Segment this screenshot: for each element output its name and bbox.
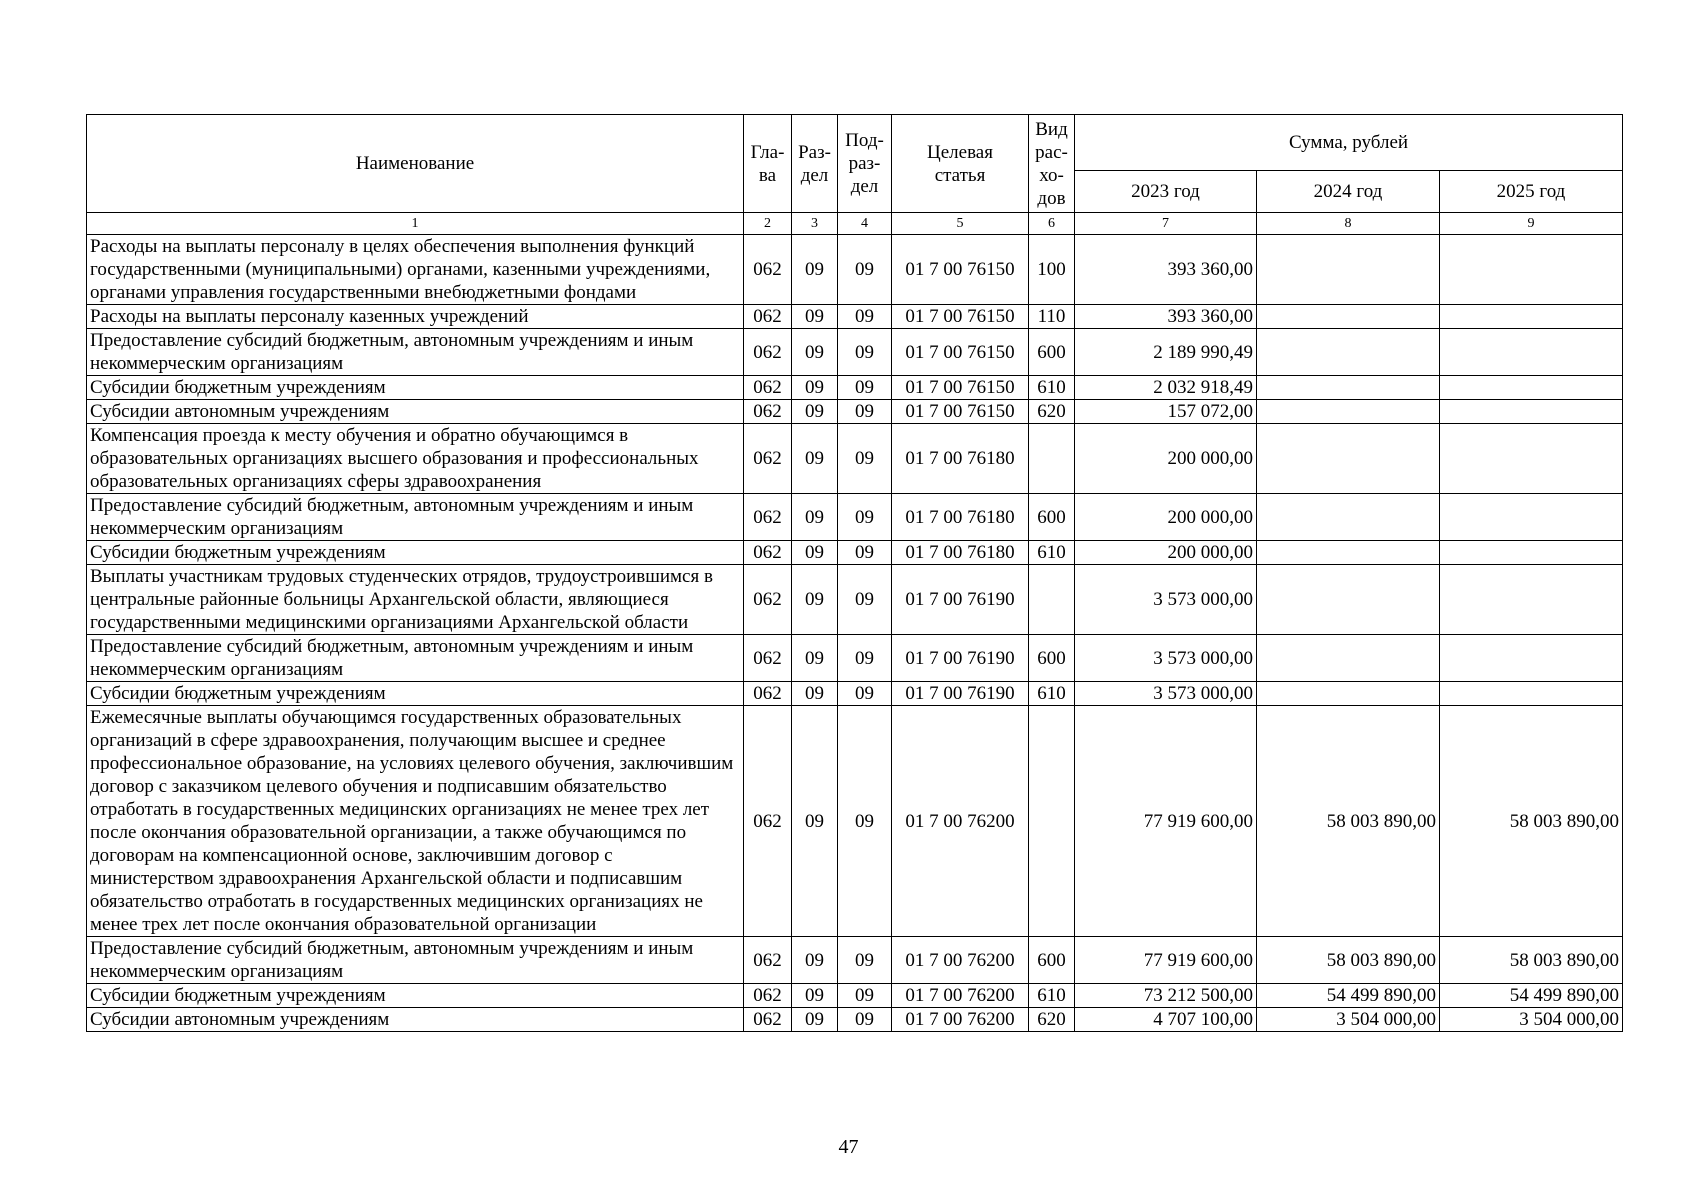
row-section: 09 <box>792 1008 838 1032</box>
row-subsection: 09 <box>838 984 892 1008</box>
row-amount-2024 <box>1257 235 1440 305</box>
row-chapter: 062 <box>744 635 792 682</box>
row-expense-kind <box>1029 424 1075 494</box>
row-amount-2023: 4 707 100,00 <box>1075 1008 1257 1032</box>
row-expense-kind: 600 <box>1029 329 1075 376</box>
header-chapter: Гла- ва <box>744 115 792 213</box>
row-section: 09 <box>792 635 838 682</box>
row-chapter: 062 <box>744 305 792 329</box>
column-number: 7 <box>1075 213 1257 235</box>
row-subsection: 09 <box>838 706 892 937</box>
row-expense-kind <box>1029 706 1075 937</box>
row-subsection: 09 <box>838 1008 892 1032</box>
header-year-2025: 2025 год <box>1440 171 1623 213</box>
row-section: 09 <box>792 424 838 494</box>
row-amount-2025 <box>1440 494 1623 541</box>
row-chapter: 062 <box>744 376 792 400</box>
row-amount-2024 <box>1257 424 1440 494</box>
row-amount-2024: 3 504 000,00 <box>1257 1008 1440 1032</box>
row-chapter: 062 <box>744 706 792 937</box>
row-amount-2025: 3 504 000,00 <box>1440 1008 1623 1032</box>
row-target-article: 01 7 00 76180 <box>892 541 1029 565</box>
table-row <box>87 305 1623 329</box>
row-amount-2024 <box>1257 565 1440 635</box>
row-amount-2023: 77 919 600,00 <box>1075 937 1257 984</box>
row-amount-2023: 3 573 000,00 <box>1075 565 1257 635</box>
row-expense-kind: 610 <box>1029 984 1075 1008</box>
table-row <box>87 937 1623 984</box>
row-section: 09 <box>792 400 838 424</box>
header-target: Целевая статья <box>892 115 1029 213</box>
row-amount-2025: 54 499 890,00 <box>1440 984 1623 1008</box>
table-row <box>87 706 1623 937</box>
row-target-article: 01 7 00 76200 <box>892 937 1029 984</box>
row-expense-kind <box>1029 565 1075 635</box>
row-subsection: 09 <box>838 494 892 541</box>
row-amount-2023: 157 072,00 <box>1075 400 1257 424</box>
row-name: Субсидии бюджетным учреждениям <box>87 682 744 706</box>
table-body <box>87 235 1623 1032</box>
row-section: 09 <box>792 494 838 541</box>
row-amount-2023: 77 919 600,00 <box>1075 706 1257 937</box>
row-amount-2024: 58 003 890,00 <box>1257 706 1440 937</box>
row-subsection: 09 <box>838 376 892 400</box>
row-name: Субсидии автономным учреждениям <box>87 1008 744 1032</box>
column-number: 6 <box>1029 213 1075 235</box>
row-name: Предоставление субсидий бюджетным, автономным учреждениям и иным некоммерческим организациям <box>87 635 744 682</box>
row-amount-2024 <box>1257 376 1440 400</box>
row-subsection: 09 <box>838 541 892 565</box>
row-amount-2025 <box>1440 635 1623 682</box>
row-target-article: 01 7 00 76150 <box>892 235 1029 305</box>
row-amount-2024 <box>1257 682 1440 706</box>
row-expense-kind: 600 <box>1029 494 1075 541</box>
table-row <box>87 400 1623 424</box>
row-amount-2023: 393 360,00 <box>1075 305 1257 329</box>
row-amount-2025 <box>1440 565 1623 635</box>
row-amount-2024 <box>1257 305 1440 329</box>
row-section: 09 <box>792 682 838 706</box>
row-target-article: 01 7 00 76150 <box>892 329 1029 376</box>
row-chapter: 062 <box>744 937 792 984</box>
row-target-article: 01 7 00 76190 <box>892 565 1029 635</box>
table-row <box>87 682 1623 706</box>
table-row <box>87 376 1623 400</box>
row-expense-kind: 100 <box>1029 235 1075 305</box>
row-name: Компенсация проезда к месту обучения и обратно обучающимся в образовательных организациях высшего образования и профессиональных образовательных организациях сферы здравоохранения <box>87 424 744 494</box>
row-subsection: 09 <box>838 235 892 305</box>
row-name: Субсидии бюджетным учреждениям <box>87 541 744 565</box>
row-amount-2023: 200 000,00 <box>1075 424 1257 494</box>
column-number-row <box>87 213 1623 235</box>
row-subsection: 09 <box>838 400 892 424</box>
row-chapter: 062 <box>744 682 792 706</box>
row-section: 09 <box>792 706 838 937</box>
row-amount-2024 <box>1257 541 1440 565</box>
row-section: 09 <box>792 937 838 984</box>
table-row <box>87 635 1623 682</box>
row-amount-2025 <box>1440 305 1623 329</box>
header-sum: Сумма, рублей <box>1075 115 1623 171</box>
row-amount-2023: 3 573 000,00 <box>1075 682 1257 706</box>
row-amount-2025 <box>1440 424 1623 494</box>
row-target-article: 01 7 00 76200 <box>892 1008 1029 1032</box>
row-chapter: 062 <box>744 329 792 376</box>
table-row <box>87 541 1623 565</box>
row-name: Выплаты участникам трудовых студенческих отрядов, трудоустроившимся в центральные районные больницы Архангельской области, являющиеся государственными медицинскими организациями Архангельской области <box>87 565 744 635</box>
row-expense-kind: 600 <box>1029 635 1075 682</box>
row-name: Субсидии бюджетным учреждениям <box>87 376 744 400</box>
row-amount-2023: 2 189 990,49 <box>1075 329 1257 376</box>
row-amount-2025 <box>1440 329 1623 376</box>
header-kind: Вид рас- хо- дов <box>1029 115 1075 213</box>
table-row <box>87 494 1623 541</box>
column-number: 8 <box>1257 213 1440 235</box>
row-chapter: 062 <box>744 541 792 565</box>
row-name: Субсидии бюджетным учреждениям <box>87 984 744 1008</box>
row-amount-2023: 393 360,00 <box>1075 235 1257 305</box>
row-target-article: 01 7 00 76200 <box>892 984 1029 1008</box>
row-section: 09 <box>792 376 838 400</box>
row-subsection: 09 <box>838 937 892 984</box>
table-row <box>87 984 1623 1008</box>
row-subsection: 09 <box>838 682 892 706</box>
row-chapter: 062 <box>744 494 792 541</box>
table-row <box>87 329 1623 376</box>
table-row <box>87 424 1623 494</box>
row-expense-kind: 600 <box>1029 937 1075 984</box>
table-row <box>87 235 1623 305</box>
budget-table <box>86 114 1623 1032</box>
row-amount-2023: 73 212 500,00 <box>1075 984 1257 1008</box>
column-number: 1 <box>87 213 744 235</box>
row-subsection: 09 <box>838 329 892 376</box>
row-amount-2023: 2 032 918,49 <box>1075 376 1257 400</box>
row-section: 09 <box>792 305 838 329</box>
row-amount-2025: 58 003 890,00 <box>1440 706 1623 937</box>
row-subsection: 09 <box>838 635 892 682</box>
table-row <box>87 565 1623 635</box>
row-subsection: 09 <box>838 565 892 635</box>
row-amount-2023: 200 000,00 <box>1075 541 1257 565</box>
row-name: Предоставление субсидий бюджетным, автономным учреждениям и иным некоммерческим организациям <box>87 329 744 376</box>
row-amount-2024: 54 499 890,00 <box>1257 984 1440 1008</box>
row-name: Расходы на выплаты персоналу в целях обеспечения выполнения функций государственными (муниципальными) органами, казенными учреждениями, органами управления государственными внебюджетными фондами <box>87 235 744 305</box>
row-chapter: 062 <box>744 565 792 635</box>
row-name: Субсидии автономным учреждениям <box>87 400 744 424</box>
header-year-2024: 2024 год <box>1257 171 1440 213</box>
header-subsection: Под- раз- дел <box>838 115 892 213</box>
header-section: Раз- дел <box>792 115 838 213</box>
row-subsection: 09 <box>838 305 892 329</box>
row-section: 09 <box>792 984 838 1008</box>
row-target-article: 01 7 00 76150 <box>892 376 1029 400</box>
row-amount-2023: 200 000,00 <box>1075 494 1257 541</box>
row-amount-2025 <box>1440 235 1623 305</box>
row-amount-2025 <box>1440 682 1623 706</box>
row-expense-kind: 620 <box>1029 1008 1075 1032</box>
row-amount-2025 <box>1440 376 1623 400</box>
row-chapter: 062 <box>744 984 792 1008</box>
row-subsection: 09 <box>838 424 892 494</box>
column-number: 4 <box>838 213 892 235</box>
row-amount-2024: 58 003 890,00 <box>1257 937 1440 984</box>
column-number: 9 <box>1440 213 1623 235</box>
header-year-2023: 2023 год <box>1075 171 1257 213</box>
row-name: Предоставление субсидий бюджетным, автономным учреждениям и иным некоммерческим организациям <box>87 937 744 984</box>
row-name: Ежемесячные выплаты обучающимся государственных образовательных организаций в сфере здравоохранения, получающим высшее и среднее профессиональное образование, на условиях целевого обучения, заключившим договор с заказчиком целевого обучения и подписавшим обязательство отработать в государственных медицинских организациях не менее трех лет после окончания образовательной организации, а также обучающимся по договорам на компенсационной основе, заключившим договор с министерством здравоохранения Архангельской области и подписавшим обязательство отработать в государственных медицинских организациях не менее трех лет после окончания образовательной организации <box>87 706 744 937</box>
row-chapter: 062 <box>744 424 792 494</box>
row-amount-2024 <box>1257 635 1440 682</box>
row-target-article: 01 7 00 76150 <box>892 305 1029 329</box>
row-section: 09 <box>792 541 838 565</box>
row-chapter: 062 <box>744 235 792 305</box>
row-amount-2025 <box>1440 541 1623 565</box>
row-name: Предоставление субсидий бюджетным, автономным учреждениям и иным некоммерческим организациям <box>87 494 744 541</box>
row-section: 09 <box>792 235 838 305</box>
row-amount-2024 <box>1257 400 1440 424</box>
column-number: 3 <box>792 213 838 235</box>
row-target-article: 01 7 00 76190 <box>892 635 1029 682</box>
row-chapter: 062 <box>744 400 792 424</box>
row-expense-kind: 610 <box>1029 376 1075 400</box>
row-section: 09 <box>792 329 838 376</box>
row-section: 09 <box>792 565 838 635</box>
row-expense-kind: 110 <box>1029 305 1075 329</box>
row-amount-2025 <box>1440 400 1623 424</box>
row-amount-2025: 58 003 890,00 <box>1440 937 1623 984</box>
row-target-article: 01 7 00 76200 <box>892 706 1029 937</box>
header-name: Наименование <box>87 115 744 213</box>
row-target-article: 01 7 00 76190 <box>892 682 1029 706</box>
row-amount-2024 <box>1257 329 1440 376</box>
table-row <box>87 1008 1623 1032</box>
row-expense-kind: 620 <box>1029 400 1075 424</box>
column-number: 5 <box>892 213 1029 235</box>
page-number: 47 <box>838 1136 859 1158</box>
row-name: Расходы на выплаты персоналу казенных учреждений <box>87 305 744 329</box>
row-expense-kind: 610 <box>1029 682 1075 706</box>
row-amount-2023: 3 573 000,00 <box>1075 635 1257 682</box>
row-target-article: 01 7 00 76180 <box>892 494 1029 541</box>
row-chapter: 062 <box>744 1008 792 1032</box>
column-number: 2 <box>744 213 792 235</box>
row-expense-kind: 610 <box>1029 541 1075 565</box>
row-amount-2024 <box>1257 494 1440 541</box>
row-target-article: 01 7 00 76150 <box>892 400 1029 424</box>
row-target-article: 01 7 00 76180 <box>892 424 1029 494</box>
